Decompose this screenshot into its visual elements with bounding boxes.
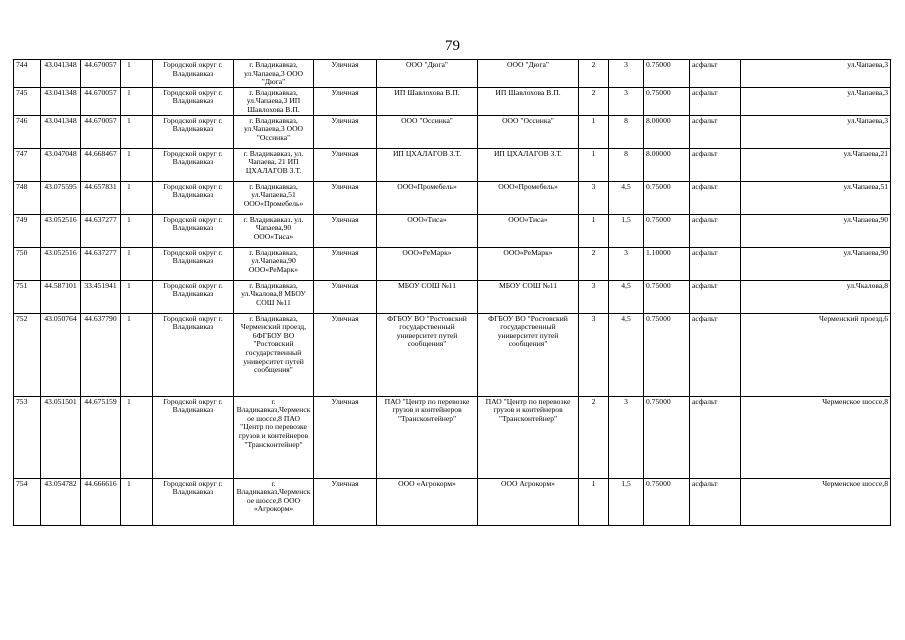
user-cell: ИП Шавлохова В.П. <box>478 87 579 115</box>
location-cell: ул.Чапаева,3 <box>741 87 891 115</box>
containers-cell: 1 <box>579 148 609 181</box>
containers-cell: 1 <box>579 214 609 247</box>
surface-cell: асфальт <box>690 478 741 525</box>
location-cell: ул.Чапаева,51 <box>741 181 891 214</box>
user-cell: ООО«Промебель» <box>478 181 579 214</box>
latitude-cell: 43.052516 <box>41 214 81 247</box>
address-cell: г. Владикавказ, ул.Чапаева,90 ООО«РеМарк» <box>234 247 314 280</box>
count-cell: 1 <box>121 280 153 313</box>
volume-cell: 1.10000 <box>644 247 690 280</box>
page-number: 79 <box>445 38 460 54</box>
area-cell: 1,5 <box>609 478 644 525</box>
row-number: 750 <box>14 247 41 280</box>
address-cell: г. Владикавказ, ул.Чапаева,3 ООО "Дюга" <box>234 60 314 88</box>
longitude-cell: 44.637277 <box>81 214 121 247</box>
longitude-cell: 44.637277 <box>81 247 121 280</box>
table-row <box>14 87 891 115</box>
owner-cell: ООО "Оссинка" <box>377 115 478 148</box>
row-number: 752 <box>14 313 41 396</box>
type-cell: Уличная <box>314 148 377 181</box>
district-cell: Городской округ г. Владикавказ <box>153 396 234 478</box>
owner-cell: ПАО "Центр по перевозке грузов и контейнеров "Трансконтейнер" <box>377 396 478 478</box>
row-number: 746 <box>14 115 41 148</box>
latitude-cell: 43.047048 <box>41 148 81 181</box>
surface-cell: асфальт <box>690 214 741 247</box>
district-cell: Городской округ г. Владикавказ <box>153 280 234 313</box>
user-cell: ФГБОУ ВО "Ростовский государственный университет путей сообщения" <box>478 313 579 396</box>
area-cell: 4,5 <box>609 313 644 396</box>
containers-cell: 3 <box>579 313 609 396</box>
longitude-cell: 44.657831 <box>81 181 121 214</box>
latitude-cell: 43.050764 <box>41 313 81 396</box>
address-cell: г. Владикавказ, ул. Чапаева,90 ООО«Тиса» <box>234 214 314 247</box>
table-row <box>14 214 891 247</box>
table-row <box>14 396 891 478</box>
count-cell: 1 <box>121 148 153 181</box>
location-cell: ул.Чапаева,3 <box>741 115 891 148</box>
type-cell: Уличная <box>314 87 377 115</box>
containers-cell: 1 <box>579 478 609 525</box>
user-cell: ООО«Тиса» <box>478 214 579 247</box>
latitude-cell: 43.041348 <box>41 115 81 148</box>
count-cell: 1 <box>121 115 153 148</box>
row-number: 753 <box>14 396 41 478</box>
district-cell: Городской округ г. Владикавказ <box>153 115 234 148</box>
longitude-cell: 44.637790 <box>81 313 121 396</box>
surface-cell: асфальт <box>690 396 741 478</box>
surface-cell: асфальт <box>690 148 741 181</box>
table-row <box>14 148 891 181</box>
type-cell: Уличная <box>314 280 377 313</box>
district-cell: Городской округ г. Владикавказ <box>153 214 234 247</box>
type-cell: Уличная <box>314 247 377 280</box>
table-row <box>14 115 891 148</box>
volume-cell: 8.00000 <box>644 115 690 148</box>
row-number: 748 <box>14 181 41 214</box>
surface-cell: асфальт <box>690 60 741 88</box>
table-row <box>14 60 891 88</box>
volume-cell: 0.75000 <box>644 478 690 525</box>
user-cell: ПАО "Центр по перевозке грузов и контейнеров "Трансконтейнер" <box>478 396 579 478</box>
latitude-cell: 44.587101 <box>41 280 81 313</box>
volume-cell: 0.75000 <box>644 280 690 313</box>
location-cell: ул.Чапаева,3 <box>741 60 891 88</box>
containers-cell: 2 <box>579 60 609 88</box>
longitude-cell: 44.666616 <box>81 478 121 525</box>
surface-cell: асфальт <box>690 313 741 396</box>
owner-cell: ООО «Агрокорм» <box>377 478 478 525</box>
district-cell: Городской округ г. Владикавказ <box>153 181 234 214</box>
user-cell: ООО "Дюга" <box>478 60 579 88</box>
latitude-cell: 43.041348 <box>41 60 81 88</box>
user-cell: ООО "Оссинка" <box>478 115 579 148</box>
volume-cell: 0.75000 <box>644 181 690 214</box>
location-cell: Черменское шоссе,8 <box>741 478 891 525</box>
owner-cell: ИП Шавлохова В.П. <box>377 87 478 115</box>
latitude-cell: 43.054782 <box>41 478 81 525</box>
surface-cell: асфальт <box>690 247 741 280</box>
count-cell: 1 <box>121 214 153 247</box>
containers-cell: 2 <box>579 247 609 280</box>
longitude-cell: 44.670057 <box>81 60 121 88</box>
count-cell: 1 <box>121 396 153 478</box>
area-cell: 3 <box>609 247 644 280</box>
latitude-cell: 43.075595 <box>41 181 81 214</box>
containers-cell: 3 <box>579 181 609 214</box>
district-cell: Городской округ г. Владикавказ <box>153 60 234 88</box>
longitude-cell: 44.668467 <box>81 148 121 181</box>
row-number: 745 <box>14 87 41 115</box>
area-cell: 3 <box>609 60 644 88</box>
area-cell: 4,5 <box>609 181 644 214</box>
address-cell: г. Владикавказ,Черменское шоссе,8 ООО «Агрокорм» <box>234 478 314 525</box>
district-cell: Городской округ г. Владикавказ <box>153 247 234 280</box>
area-cell: 3 <box>609 396 644 478</box>
row-number: 751 <box>14 280 41 313</box>
owner-cell: ФГБОУ ВО "Ростовский государственный университет путей сообщения" <box>377 313 478 396</box>
latitude-cell: 43.052516 <box>41 247 81 280</box>
table-body <box>14 60 891 526</box>
area-cell: 4,5 <box>609 280 644 313</box>
latitude-cell: 43.041348 <box>41 87 81 115</box>
type-cell: Уличная <box>314 478 377 525</box>
containers-cell: 3 <box>579 280 609 313</box>
surface-cell: асфальт <box>690 181 741 214</box>
user-cell: МБОУ СОШ №11 <box>478 280 579 313</box>
district-cell: Городской округ г. Владикавказ <box>153 148 234 181</box>
location-cell: ул.Чкалова,8 <box>741 280 891 313</box>
area-cell: 8 <box>609 115 644 148</box>
user-cell: ИП ЦХАЛАГОВ З.Т. <box>478 148 579 181</box>
address-cell: г. Владикавказ, ул.Чкалова,8 МБОУ СОШ №11 <box>234 280 314 313</box>
owner-cell: МБОУ СОШ №11 <box>377 280 478 313</box>
owner-cell: ООО«Тиса» <box>377 214 478 247</box>
type-cell: Уличная <box>314 396 377 478</box>
containers-cell: 2 <box>579 87 609 115</box>
count-cell: 1 <box>121 181 153 214</box>
address-cell: г. Владикавказ, Черменский проезд, 6ФГБОУ ВО "Ростовский государственный университет путей сообщения" <box>234 313 314 396</box>
row-number: 749 <box>14 214 41 247</box>
type-cell: Уличная <box>314 181 377 214</box>
volume-cell: 0.75000 <box>644 313 690 396</box>
volume-cell: 0.75000 <box>644 87 690 115</box>
volume-cell: 0.75000 <box>644 60 690 88</box>
row-number: 747 <box>14 148 41 181</box>
area-cell: 1,5 <box>609 214 644 247</box>
owner-cell: ООО«Промебель» <box>377 181 478 214</box>
count-cell: 1 <box>121 60 153 88</box>
surface-cell: асфальт <box>690 87 741 115</box>
address-cell: г. Владикавказ,Черменское шоссе,8 ПАО "Центр по перевозке грузов и контейнеров "Трансконтейнер" <box>234 396 314 478</box>
type-cell: Уличная <box>314 60 377 88</box>
volume-cell: 0.75000 <box>644 214 690 247</box>
table-row <box>14 280 891 313</box>
volume-cell: 8.00000 <box>644 148 690 181</box>
location-cell: Черменский проезд,6 <box>741 313 891 396</box>
district-cell: Городской округ г. Владикавказ <box>153 313 234 396</box>
type-cell: Уличная <box>314 214 377 247</box>
address-cell: г. Владикавказ, ул.Чапаева,51 ООО«Промебель» <box>234 181 314 214</box>
count-cell: 1 <box>121 87 153 115</box>
count-cell: 1 <box>121 247 153 280</box>
table-row <box>14 247 891 280</box>
district-cell: Городской округ г. Владикавказ <box>153 478 234 525</box>
table-row <box>14 313 891 396</box>
area-cell: 8 <box>609 148 644 181</box>
row-number: 744 <box>14 60 41 88</box>
count-cell: 1 <box>121 478 153 525</box>
latitude-cell: 43.051501 <box>41 396 81 478</box>
address-cell: г. Владикавказ, ул.Чапаева,3 ИП Шавлохова В.П. <box>234 87 314 115</box>
type-cell: Уличная <box>314 313 377 396</box>
longitude-cell: 44.675159 <box>81 396 121 478</box>
user-cell: ООО«РеМарк» <box>478 247 579 280</box>
count-cell: 1 <box>121 313 153 396</box>
location-cell: ул.Чапаева,21 <box>741 148 891 181</box>
area-cell: 3 <box>609 87 644 115</box>
user-cell: ООО Агрокорм» <box>478 478 579 525</box>
volume-cell: 0.75000 <box>644 396 690 478</box>
row-number: 754 <box>14 478 41 525</box>
longitude-cell: 33.451941 <box>81 280 121 313</box>
owner-cell: ООО«РеМарк» <box>377 247 478 280</box>
owner-cell: ООО "Дюга" <box>377 60 478 88</box>
district-cell: Городской округ г. Владикавказ <box>153 87 234 115</box>
longitude-cell: 44.670057 <box>81 115 121 148</box>
address-cell: г. Владикавказ, ул.Чапаева,3 ООО "Оссинка" <box>234 115 314 148</box>
surface-cell: асфальт <box>690 115 741 148</box>
owner-cell: ИП ЦХАЛАГОВ З.Т. <box>377 148 478 181</box>
location-cell: ул.Чапаева,90 <box>741 214 891 247</box>
type-cell: Уличная <box>314 115 377 148</box>
location-cell: Черменское шоссе,8 <box>741 396 891 478</box>
location-cell: ул.Чапаева,90 <box>741 247 891 280</box>
table-row <box>14 181 891 214</box>
registry-table <box>13 59 891 526</box>
containers-cell: 1 <box>579 115 609 148</box>
containers-cell: 2 <box>579 396 609 478</box>
address-cell: г. Владикавказ, ул. Чапаева, 21 ИП ЦХАЛАГОВ З.Т. <box>234 148 314 181</box>
table-row <box>14 478 891 525</box>
surface-cell: асфальт <box>690 280 741 313</box>
longitude-cell: 44.670057 <box>81 87 121 115</box>
